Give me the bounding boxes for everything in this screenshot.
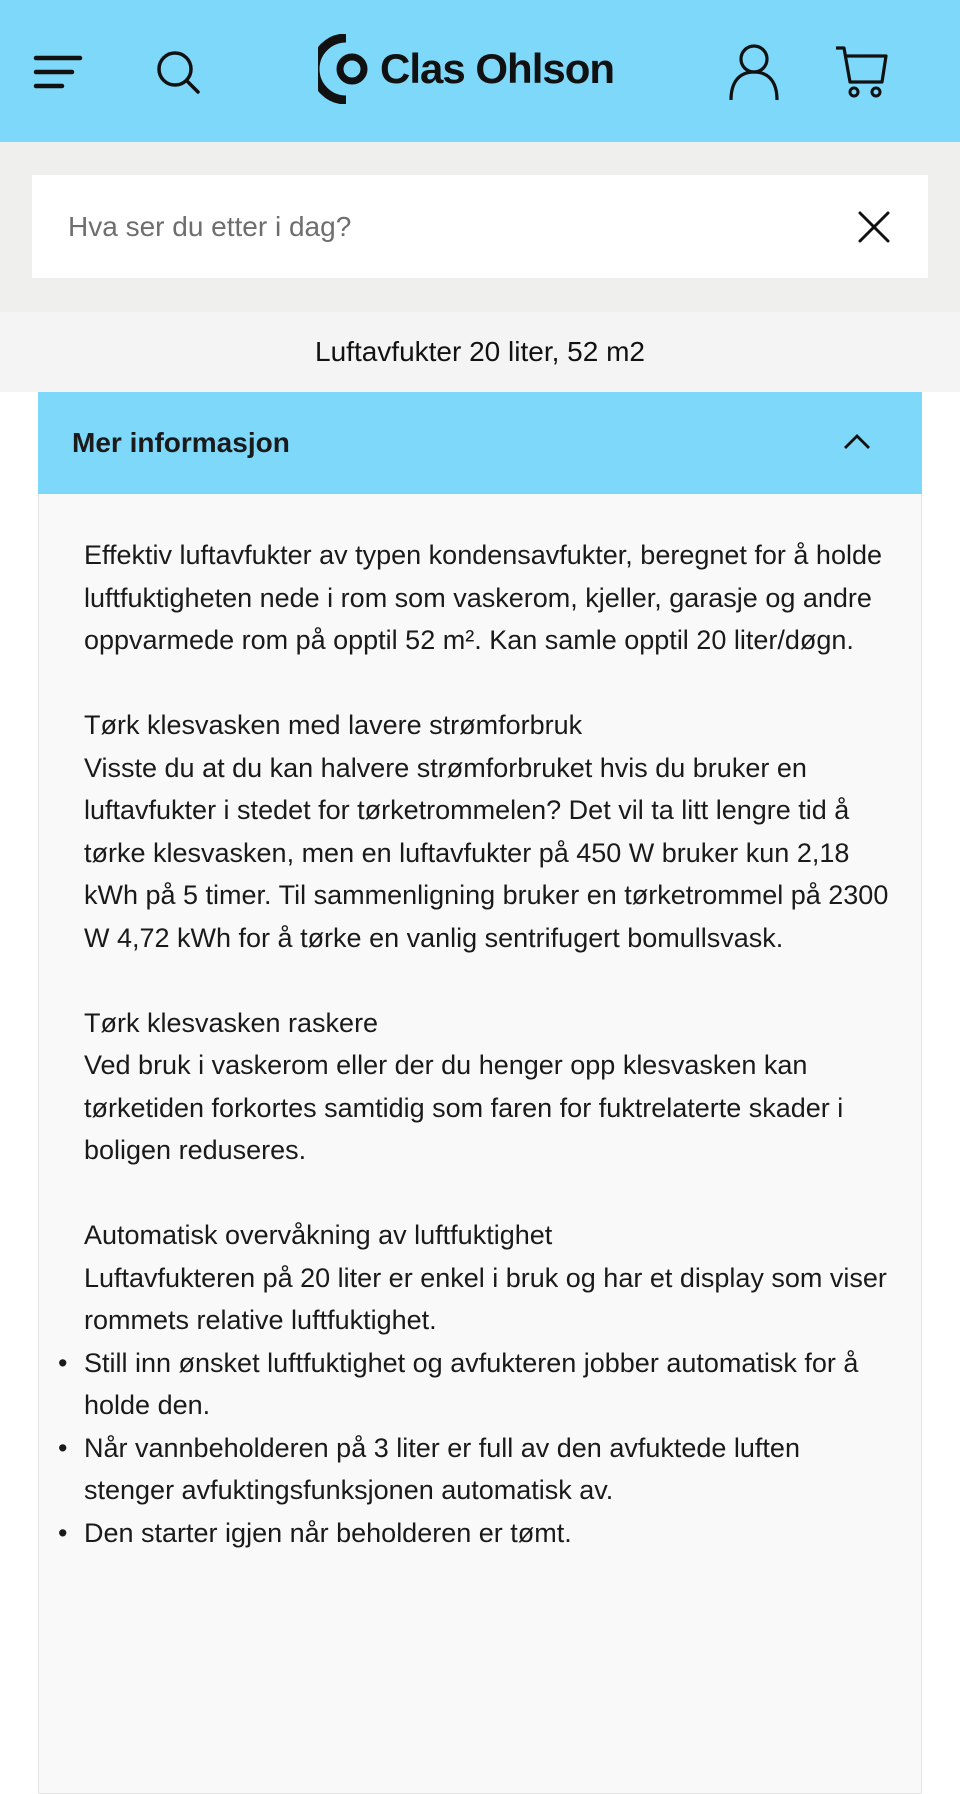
list-item: • Når vannbeholderen på 3 liter er full av den avfuktede luften stenger avfuktingsfunksjonen automatisk av. xyxy=(84,1427,891,1512)
search-box xyxy=(32,175,928,278)
section-text: Ved bruk i vaskerom eller der du henger opp klesvasken kan tørketiden forkortes samtidig som faren for fuktrelaterte skader i boligen reduseres. xyxy=(84,1050,844,1165)
close-icon[interactable] xyxy=(856,209,892,245)
account-icon[interactable] xyxy=(724,42,784,102)
search-area xyxy=(0,142,960,312)
feature-list xyxy=(84,1342,891,1555)
section-text: Luftavfukteren på 20 liter er enkel i bruk og har et display som viser rommets relative luftfuktighet. xyxy=(84,1262,887,1335)
section-heading: Tørk klesvasken med lavere strømforbruk xyxy=(84,710,583,740)
intro-text: Effektiv luftavfukter av typen kondensavfukter, beregnet for å holde luftfuktigheten nede i rom som vaskerom, kjeller, garasje og andre oppvarmede rom på opptil 52 m². Kan samle opptil 20 liter/døgn. xyxy=(84,540,882,655)
list-item: • Still inn ønsket luftfuktighet og avfukteren jobber automatisk for å holde den. xyxy=(84,1342,891,1427)
chevron-up-icon[interactable] xyxy=(842,432,872,455)
more-info-accordion xyxy=(38,392,922,1794)
search-input[interactable] xyxy=(68,211,856,243)
accordion-toggle[interactable] xyxy=(38,392,922,494)
logo-text: Clas Ohlson xyxy=(380,45,615,92)
clas-ohlson-logo[interactable] xyxy=(318,34,614,104)
accordion-content xyxy=(38,494,922,1794)
product-title: Luftavfukter 20 liter, 52 m2 xyxy=(0,312,960,392)
logo-mark-icon xyxy=(318,34,370,104)
list-item: • Den starter igjen når beholderen er tømt. xyxy=(84,1512,891,1555)
search-icon[interactable] xyxy=(148,42,208,102)
cart-icon[interactable] xyxy=(832,42,892,102)
menu-icon[interactable] xyxy=(28,42,88,102)
accordion-title: Mer informasjon xyxy=(72,427,290,458)
section-heading: Automatisk overvåkning av luftfuktighet xyxy=(84,1220,553,1250)
site-header xyxy=(0,0,960,142)
section-heading: Tørk klesvasken raskere xyxy=(84,1007,379,1038)
section-text: Visste du at du kan halvere strømforbruket hvis du bruker en luftavfukter i stedet for tørketrommelen? Det vil ta litt lengre tid å tørke klesvasken, men en luftavfukter på 450 W bruker kun 2,18 kWh på 5 timer. Til sammenligning bruker en tørketrommel på 2300 W 4,72 kWh for å tørke en vanlig sentrifugert bomullsvask. xyxy=(84,752,889,953)
